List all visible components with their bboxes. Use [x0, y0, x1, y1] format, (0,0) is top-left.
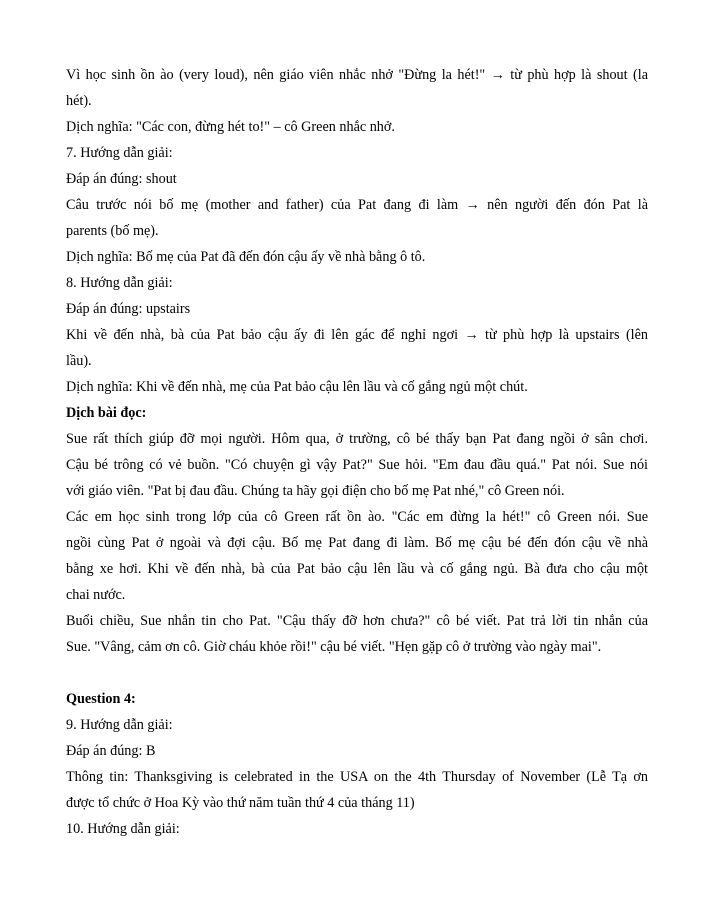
text-line: được tổ chức ở Hoa Kỳ vào thứ năm tuần thứ 4 của tháng 11) — [66, 795, 415, 811]
answer-line: Đáp án đúng: shout — [66, 171, 177, 187]
question-heading: Question 4: — [66, 691, 136, 707]
blank-line — [66, 660, 648, 686]
answer-line: Đáp án đúng: B — [66, 743, 156, 759]
answer-line: Đáp án đúng: upstairs — [66, 301, 191, 317]
guide-heading: 10. Hướng dẫn giải: — [66, 821, 180, 837]
translation-line: Dịch nghĩa: Khi về đến nhà, mẹ của Pat bảo cậu lên lầu và cố gắng ngủ một chút. — [66, 379, 528, 395]
text-line: Cậu bé trông có vẻ buồn. "Có chuyện gì vậy Pat?" Sue hỏi. "Em đau đầu quá." Pat nói. Sue nói — [66, 457, 648, 473]
text-line: Sue rất thích giúp đỡ mọi người. Hôm qua, ở trường, cô bé thấy bạn Pat đang ngồi ở sân chơi. — [66, 431, 648, 447]
text-line: lầu). — [66, 353, 92, 369]
document-page — [66, 62, 648, 842]
guide-heading: 7. Hướng dẫn giải: — [66, 145, 173, 161]
translation-line: Dịch nghĩa: Bố mẹ của Pat đã đến đón cậu ấy về nhà bằng ô tô. — [66, 249, 426, 265]
text-line: với giáo viên. "Pat bị đau đầu. Chúng ta hãy gọi điện cho bố mẹ Pat nhé," cô Green nói. — [66, 483, 565, 499]
text-line: bằng xe hơi. Khi về đến nhà, bà của Pat bảo cậu lên lầu và cố gắng ngủ. Bà đưa cho cậu một — [66, 561, 648, 577]
text-line: Các em học sinh trong lớp của cô Green rất ồn ào. "Các em đừng la hét!" cô Green nói. Sue — [66, 509, 648, 525]
text-line: hét). — [66, 93, 92, 109]
text-line: Câu trước nói bố mẹ (mother and father) của Pat đang đi làm → nên người đến đón Pat là — [66, 197, 648, 213]
text-line: parents (bố mẹ). — [66, 223, 159, 239]
guide-heading: 8. Hướng dẫn giải: — [66, 275, 173, 291]
text-line: ngồi cùng Pat ở ngoài và đợi cậu. Bố mẹ Pat đang đi làm. Bố mẹ cậu bé đến đón cậu về nhà — [66, 535, 648, 551]
guide-heading: 9. Hướng dẫn giải: — [66, 717, 173, 733]
text-line: Sue. "Vâng, cảm ơn cô. Giờ cháu khỏe rồi!" cậu bé viết. "Hẹn gặp cô ở trường vào ngày mai". — [66, 639, 602, 655]
text-line: chai nước. — [66, 587, 126, 603]
text-line: Thông tin: Thanksgiving is celebrated in the USA on the 4th Thursday of November (Lễ Tạ ơn — [66, 769, 648, 785]
translation-line: Dịch nghĩa: "Các con, đừng hét to!" – cô Green nhắc nhở. — [66, 119, 395, 135]
text-line: Vì học sinh ồn ào (very loud), nên giáo viên nhắc nhở "Đừng la hét!" → từ phù hợp là shout (la — [66, 67, 648, 83]
section-heading: Dịch bài đọc: — [66, 405, 147, 421]
text-line: Buổi chiều, Sue nhắn tin cho Pat. "Cậu thấy đỡ hơn chưa?" cô bé viết. Pat trả lời tin nhắn của — [66, 613, 648, 629]
text-line: Khi về đến nhà, bà của Pat bảo cậu ấy đi lên gác để nghỉ ngơi → từ phù hợp là upstairs (lên — [66, 327, 648, 343]
